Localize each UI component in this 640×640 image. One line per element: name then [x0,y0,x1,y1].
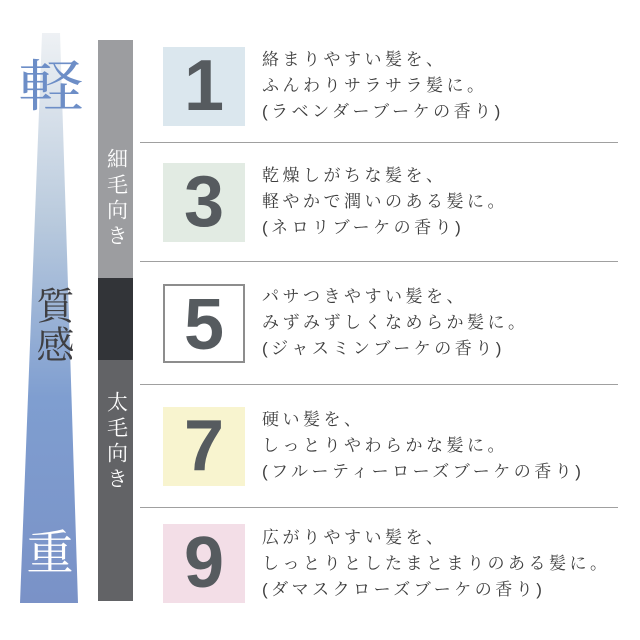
description-line: しっとりやわらかな髪に。 [262,436,508,455]
description-line: パサつきやすい髪を、 [262,287,467,306]
product-number-swatch-9: 9 [163,524,245,603]
hair-type-bar [98,40,133,601]
product-description-3 [262,163,618,241]
fine-hair-label: 細毛向き [104,148,128,250]
thick-hair-label: 太毛向き [104,391,128,493]
scent-line: (フルーティーローズブーケの香り) [262,462,585,481]
scent-line: (ダマスクローズブーケの香り) [262,579,546,599]
scent-line: (ネロリブーケの香り) [262,218,465,237]
axis-label-heavy: 重 [26,526,74,579]
product-list [140,30,618,619]
description-line: 乾燥しがちな髪を、 [262,166,447,185]
product-number-swatch-7: 7 [163,407,245,486]
product-description-7 [262,407,618,485]
description-line: みずみずしくなめらか髪に。 [262,313,529,332]
product-number-swatch-5: 5 [163,284,245,363]
description-line: しっとりとしたまとまりのある髪に。 [262,553,611,573]
product-row-5 [140,262,618,385]
scent-line: (ジャスミンブーケの香り) [262,339,505,358]
scent-line: (ラベンダーブーケの香り) [262,102,504,121]
product-number-swatch-3: 3 [163,163,245,242]
product-description-5 [262,284,618,362]
axis-label-light: 軽 [17,55,85,118]
product-description-9 [262,525,618,603]
product-description-1 [262,47,618,125]
product-row-7 [140,385,618,508]
description-line: 広がりやすい髪を、 [262,527,447,547]
description-line: 軽やかで潤いのある髪に。 [262,192,508,211]
product-row-3 [140,143,618,262]
product-row-9 [140,508,618,619]
product-row-1 [140,30,618,143]
description-line: ふんわりサラサラ髪に。 [262,76,488,95]
description-line: 絡まりやすい髪を、 [262,50,447,69]
description-line: 硬い髪を、 [262,410,365,429]
bar-section-middle [98,278,133,360]
product-number-swatch-1: 1 [163,47,245,126]
axis-label-texture: 質感 [30,286,72,364]
